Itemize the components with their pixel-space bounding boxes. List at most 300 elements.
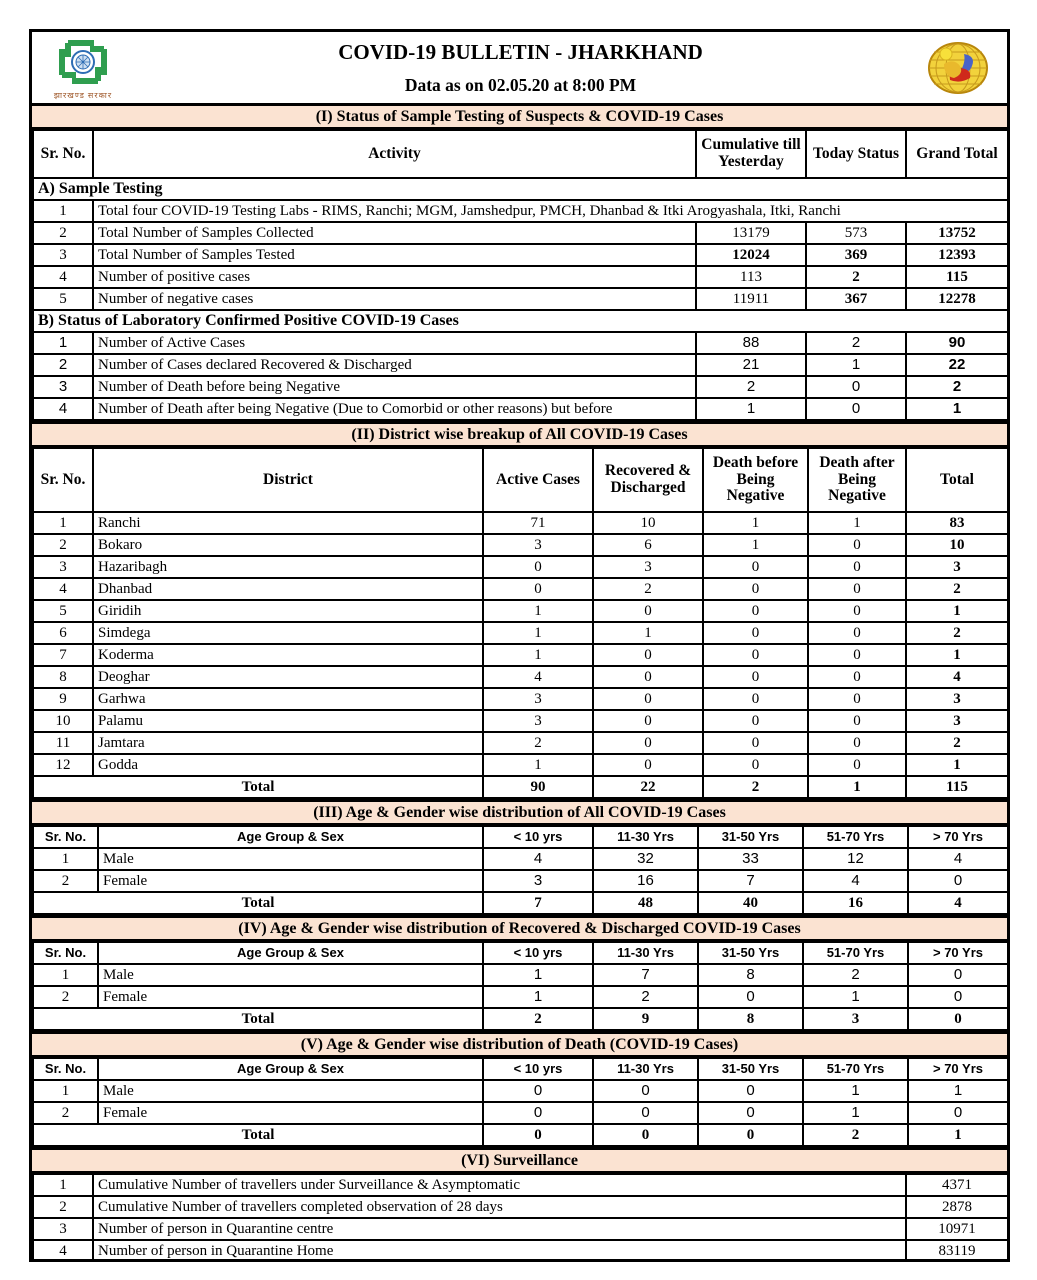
total-total: 115	[906, 776, 1008, 798]
row-sr: 2	[33, 986, 98, 1008]
row-recovered: 10	[593, 512, 703, 534]
table-row	[33, 710, 1008, 732]
row-sr: 11	[33, 732, 93, 754]
row-31-50: 0	[698, 1102, 803, 1124]
row-total: 10	[906, 534, 1008, 556]
row-today: 0	[806, 376, 906, 398]
row-death-after: 0	[808, 578, 906, 600]
table-row	[33, 512, 1008, 534]
health-mission-globe-icon	[926, 40, 990, 96]
labs-row-sr: 1	[33, 200, 93, 222]
row-death-after: 1	[808, 512, 906, 534]
col-header-over-70: > 70 Yrs	[908, 1058, 1008, 1080]
total-under-10: 2	[483, 1008, 593, 1030]
row-count: 2878	[906, 1196, 1008, 1218]
row-11-30: 7	[593, 964, 698, 986]
row-sr: 1	[33, 512, 93, 534]
table-row	[33, 1102, 1008, 1124]
row-active-cases: 2	[483, 732, 593, 754]
table-row	[33, 600, 1008, 622]
row-cumulative: 21	[696, 354, 806, 376]
col-header-sr-no: Sr. No.	[33, 130, 93, 178]
row-under-10: 1	[483, 986, 593, 1008]
row-death-after: 0	[808, 600, 906, 622]
col-header-51-70: 51-70 Yrs	[803, 1058, 908, 1080]
row-district: Palamu	[93, 710, 483, 732]
row-grand-total: 90	[906, 332, 1008, 354]
row-death-before: 0	[703, 666, 808, 688]
row-total: 1	[906, 644, 1008, 666]
col-header-over-70: > 70 Yrs	[908, 826, 1008, 848]
row-district: Godda	[93, 754, 483, 776]
row-label: Number of person in Quarantine centre	[93, 1218, 906, 1240]
row-death-after: 0	[808, 732, 906, 754]
total-recovered: 22	[593, 776, 703, 798]
row-51-70: 1	[803, 1102, 908, 1124]
col-header-grand-total: Grand Total	[906, 130, 1008, 178]
row-death-after: 0	[808, 622, 906, 644]
total-31-50: 40	[698, 892, 803, 914]
row-cumulative: 12024	[696, 244, 806, 266]
row-active-cases: 1	[483, 754, 593, 776]
table-header-row	[33, 826, 1008, 848]
row-district: Jamtara	[93, 732, 483, 754]
row-recovered: 0	[593, 732, 703, 754]
table-row	[33, 1218, 1008, 1240]
row-over-70: 1	[908, 1080, 1008, 1102]
row-sex: Male	[98, 848, 483, 870]
col-header-31-50: 31-50 Yrs	[698, 1058, 803, 1080]
labs-row-text: Total four COVID-19 Testing Labs - RIMS, Ranchi; MGM, Jamshedpur, PMCH, Dhanbad & Itki Arogyashala, Itki, Ranchi	[93, 200, 1008, 222]
row-activity: Number of negative cases	[93, 288, 696, 310]
table-header-row	[33, 448, 1008, 512]
row-sr: 3	[33, 556, 93, 578]
row-sr: 3	[33, 376, 93, 398]
row-cumulative: 11911	[696, 288, 806, 310]
row-district: Dhanbad	[93, 578, 483, 600]
row-sr: 3	[33, 244, 93, 266]
total-death-before: 2	[703, 776, 808, 798]
table-header-row	[33, 942, 1008, 964]
row-active-cases: 1	[483, 622, 593, 644]
row-total: 1	[906, 754, 1008, 776]
row-sr: 2	[33, 870, 98, 892]
col-header-sr-no: Sr. No.	[33, 448, 93, 512]
district-rows	[33, 512, 1008, 776]
table-row	[33, 222, 1008, 244]
row-sr: 2	[33, 222, 93, 244]
row-cumulative: 113	[696, 266, 806, 288]
row-death-before: 0	[703, 710, 808, 732]
row-sex: Male	[98, 1080, 483, 1102]
row-recovered: 1	[593, 622, 703, 644]
row-sr: 4	[33, 1240, 93, 1262]
row-today: 0	[806, 398, 906, 420]
row-sr: 1	[33, 1174, 93, 1196]
total-under-10: 0	[483, 1124, 593, 1146]
table-row	[33, 398, 1008, 420]
health-mission-logo	[919, 40, 997, 96]
table-row	[33, 244, 1008, 266]
row-over-70: 0	[908, 964, 1008, 986]
col-header-cumulative: Cumulative till Yesterday	[696, 130, 806, 178]
row-sr: 7	[33, 644, 93, 666]
row-today: 2	[806, 332, 906, 354]
surveillance-rows	[33, 1174, 1008, 1262]
table-row	[33, 578, 1008, 600]
row-sr: 6	[33, 622, 93, 644]
row-recovered: 6	[593, 534, 703, 556]
row-31-50: 7	[698, 870, 803, 892]
group-a-label: A) Sample Testing	[33, 178, 1008, 200]
col-header-today: Today Status	[806, 130, 906, 178]
row-grand-total: 13752	[906, 222, 1008, 244]
row-death-after: 0	[808, 644, 906, 666]
section-5-band: (V) Age & Gender wise distribution of Death (COVID-19 Cases)	[32, 1031, 1007, 1057]
row-label: Cumulative Number of travellers completed observation of 28 days	[93, 1196, 906, 1218]
row-under-10: 0	[483, 1080, 593, 1102]
row-count: 83119	[906, 1240, 1008, 1262]
row-sr: 10	[33, 710, 93, 732]
row-death-before: 1	[703, 512, 808, 534]
row-recovered: 0	[593, 688, 703, 710]
row-over-70: 0	[908, 1102, 1008, 1124]
row-active-cases: 3	[483, 688, 593, 710]
row-death-before: 0	[703, 754, 808, 776]
age-death-rows	[33, 1080, 1008, 1124]
col-header-age-group-sex: Age Group & Sex	[98, 826, 483, 848]
total-31-50: 0	[698, 1124, 803, 1146]
table-header-row	[33, 1058, 1008, 1080]
row-sr: 4	[33, 578, 93, 600]
row-11-30: 16	[593, 870, 698, 892]
table-row	[33, 732, 1008, 754]
row-under-10: 0	[483, 1102, 593, 1124]
row-district: Simdega	[93, 622, 483, 644]
sample-testing-group-a	[33, 178, 1008, 310]
col-header-death-after: Death after Being Negative	[808, 448, 906, 512]
row-activity: Total Number of Samples Tested	[93, 244, 696, 266]
col-header-11-30: 11-30 Yrs	[593, 826, 698, 848]
row-51-70: 2	[803, 964, 908, 986]
table-row	[33, 666, 1008, 688]
row-sex: Female	[98, 986, 483, 1008]
row-total: 83	[906, 512, 1008, 534]
total-11-30: 9	[593, 1008, 698, 1030]
total-over-70: 4	[908, 892, 1008, 914]
table-row	[33, 556, 1008, 578]
section-6-band: (VI) Surveillance	[32, 1147, 1007, 1173]
row-activity: Number of Cases declared Recovered & Discharged	[93, 354, 696, 376]
row-sr: 3	[33, 1218, 93, 1240]
row-district: Giridih	[93, 600, 483, 622]
table-row	[33, 848, 1008, 870]
district-table	[32, 447, 1009, 799]
row-31-50: 0	[698, 986, 803, 1008]
age-distribution-all-table	[32, 825, 1009, 915]
row-recovered: 0	[593, 600, 703, 622]
table-row	[33, 266, 1008, 288]
row-death-after: 0	[808, 754, 906, 776]
row-51-70: 4	[803, 870, 908, 892]
row-total: 3	[906, 556, 1008, 578]
table-row	[33, 754, 1008, 776]
table-row	[33, 644, 1008, 666]
total-label: Total	[33, 1124, 483, 1146]
age-death-total-row	[33, 1124, 1008, 1146]
col-header-recovered: Recovered & Discharged	[593, 448, 703, 512]
row-sex: Male	[98, 964, 483, 986]
row-sr: 2	[33, 534, 93, 556]
page-title: COVID-19 BULLETIN - JHARKHAND	[338, 39, 703, 64]
section-4-band: (IV) Age & Gender wise distribution of Recovered & Discharged COVID-19 Cases	[32, 915, 1007, 941]
row-sex: Female	[98, 870, 483, 892]
row-total: 2	[906, 622, 1008, 644]
row-over-70: 0	[908, 986, 1008, 1008]
row-active-cases: 0	[483, 578, 593, 600]
row-31-50: 0	[698, 1080, 803, 1102]
table-row	[33, 622, 1008, 644]
row-district: Ranchi	[93, 512, 483, 534]
col-header-death-before: Death before Being Negative	[703, 448, 808, 512]
row-sr: 4	[33, 398, 93, 420]
age-distribution-death-table	[32, 1057, 1009, 1147]
section-3-band: (III) Age & Gender wise distribution of All COVID-19 Cases	[32, 799, 1007, 825]
row-activity: Total Number of Samples Collected	[93, 222, 696, 244]
row-death-before: 0	[703, 556, 808, 578]
total-11-30: 48	[593, 892, 698, 914]
table-row	[33, 376, 1008, 398]
row-recovered: 0	[593, 666, 703, 688]
row-death-after: 0	[808, 534, 906, 556]
row-total: 2	[906, 578, 1008, 600]
row-grand-total: 12393	[906, 244, 1008, 266]
jharkhand-govt-logo	[44, 35, 122, 101]
row-sr: 2	[33, 1102, 98, 1124]
row-51-70: 12	[803, 848, 908, 870]
col-header-31-50: 31-50 Yrs	[698, 826, 803, 848]
row-death-before: 0	[703, 688, 808, 710]
row-over-70: 4	[908, 848, 1008, 870]
row-grand-total: 1	[906, 398, 1008, 420]
row-activity: Number of Death before being Negative	[93, 376, 696, 398]
total-over-70: 0	[908, 1008, 1008, 1030]
table-row	[33, 964, 1008, 986]
total-active-cases: 90	[483, 776, 593, 798]
age-all-rows	[33, 848, 1008, 892]
row-sr: 2	[33, 1196, 93, 1218]
age-recovered-rows	[33, 964, 1008, 1008]
row-today: 1	[806, 354, 906, 376]
row-over-70: 0	[908, 870, 1008, 892]
labs-row	[33, 200, 1008, 222]
total-label: Total	[33, 1008, 483, 1030]
row-today: 573	[806, 222, 906, 244]
row-sr: 1	[33, 332, 93, 354]
row-sr: 1	[33, 848, 98, 870]
total-over-70: 1	[908, 1124, 1008, 1146]
col-header-sr-no: Sr. No.	[33, 826, 98, 848]
row-death-after: 0	[808, 710, 906, 732]
table-row	[33, 1196, 1008, 1218]
total-label: Total	[33, 892, 483, 914]
row-grand-total: 22	[906, 354, 1008, 376]
group-a-label-row	[33, 178, 1008, 200]
row-death-before: 0	[703, 578, 808, 600]
section-2-band: (II) District wise breakup of All COVID-19 Cases	[32, 421, 1007, 447]
row-active-cases: 0	[483, 556, 593, 578]
total-31-50: 8	[698, 1008, 803, 1030]
col-header-over-70: > 70 Yrs	[908, 942, 1008, 964]
row-total: 4	[906, 666, 1008, 688]
group-b-label: B) Status of Laboratory Confirmed Positive COVID-19 Cases	[33, 310, 1008, 332]
col-header-31-50: 31-50 Yrs	[698, 942, 803, 964]
row-active-cases: 3	[483, 534, 593, 556]
row-activity: Number of Active Cases	[93, 332, 696, 354]
col-header-11-30: 11-30 Yrs	[593, 1058, 698, 1080]
row-label: Cumulative Number of travellers under Surveillance & Asymptomatic	[93, 1174, 906, 1196]
row-recovered: 2	[593, 578, 703, 600]
row-district: Koderma	[93, 644, 483, 666]
row-death-before: 0	[703, 644, 808, 666]
table-row	[33, 534, 1008, 556]
row-51-70: 1	[803, 1080, 908, 1102]
total-under-10: 7	[483, 892, 593, 914]
total-death-after: 1	[808, 776, 906, 798]
total-51-70: 16	[803, 892, 908, 914]
table-row	[33, 688, 1008, 710]
row-total: 1	[906, 600, 1008, 622]
jharkhand-logo-caption: झारखण्ड सरकार	[53, 90, 113, 100]
row-cumulative: 88	[696, 332, 806, 354]
row-recovered: 0	[593, 644, 703, 666]
row-district: Bokaro	[93, 534, 483, 556]
row-31-50: 8	[698, 964, 803, 986]
title-block	[122, 40, 919, 96]
jharkhand-emblem-icon	[54, 35, 112, 89]
col-header-age-group-sex: Age Group & Sex	[98, 942, 483, 964]
row-total: 2	[906, 732, 1008, 754]
row-under-10: 3	[483, 870, 593, 892]
row-recovered: 3	[593, 556, 703, 578]
row-death-after: 0	[808, 666, 906, 688]
row-today: 369	[806, 244, 906, 266]
row-label: Number of person in Quarantine Home	[93, 1240, 906, 1262]
row-sr: 2	[33, 354, 93, 376]
col-header-11-30: 11-30 Yrs	[593, 942, 698, 964]
row-cumulative: 13179	[696, 222, 806, 244]
sample-testing-table	[32, 129, 1009, 421]
row-grand-total: 2	[906, 376, 1008, 398]
row-death-before: 0	[703, 732, 808, 754]
row-sr: 8	[33, 666, 93, 688]
sample-testing-group-b	[33, 310, 1008, 420]
table-row	[33, 986, 1008, 1008]
table-header-row	[33, 130, 1008, 178]
row-total: 3	[906, 710, 1008, 732]
col-header-under-10: < 10 yrs	[483, 826, 593, 848]
row-11-30: 0	[593, 1102, 698, 1124]
row-sr: 9	[33, 688, 93, 710]
row-sr: 4	[33, 266, 93, 288]
row-total: 3	[906, 688, 1008, 710]
row-31-50: 33	[698, 848, 803, 870]
row-active-cases: 3	[483, 710, 593, 732]
col-header-sr-no: Sr. No.	[33, 942, 98, 964]
col-header-age-group-sex: Age Group & Sex	[98, 1058, 483, 1080]
col-header-under-10: < 10 yrs	[483, 1058, 593, 1080]
age-recovered-total-row	[33, 1008, 1008, 1030]
row-11-30: 32	[593, 848, 698, 870]
row-today: 2	[806, 266, 906, 288]
table-row	[33, 1240, 1008, 1262]
table-row	[33, 1080, 1008, 1102]
table-row	[33, 870, 1008, 892]
row-death-before: 0	[703, 600, 808, 622]
data-as-on-line: Data as on 02.05.20 at 8:00 PM	[404, 74, 637, 95]
col-header-sr-no: Sr. No.	[33, 1058, 98, 1080]
row-district: Garhwa	[93, 688, 483, 710]
row-death-after: 0	[808, 688, 906, 710]
row-11-30: 0	[593, 1080, 698, 1102]
col-header-51-70: 51-70 Yrs	[803, 942, 908, 964]
row-today: 367	[806, 288, 906, 310]
row-count: 4371	[906, 1174, 1008, 1196]
row-sr: 1	[33, 964, 98, 986]
col-header-total: Total	[906, 448, 1008, 512]
row-grand-total: 115	[906, 266, 1008, 288]
group-b-label-row	[33, 310, 1008, 332]
row-cumulative: 2	[696, 376, 806, 398]
col-header-under-10: < 10 yrs	[483, 942, 593, 964]
table-row	[33, 1174, 1008, 1196]
total-51-70: 2	[803, 1124, 908, 1146]
row-district: Hazaribagh	[93, 556, 483, 578]
row-11-30: 2	[593, 986, 698, 1008]
table-row	[33, 332, 1008, 354]
row-count: 10971	[906, 1218, 1008, 1240]
row-recovered: 0	[593, 754, 703, 776]
row-cumulative: 1	[696, 398, 806, 420]
total-label: Total	[33, 776, 483, 798]
header	[32, 32, 1007, 103]
row-death-after: 0	[808, 556, 906, 578]
row-death-before: 1	[703, 534, 808, 556]
row-activity: Number of positive cases	[93, 266, 696, 288]
age-all-total-row	[33, 892, 1008, 914]
col-header-51-70: 51-70 Yrs	[803, 826, 908, 848]
bulletin-sheet	[29, 29, 1010, 1262]
row-active-cases: 71	[483, 512, 593, 534]
row-sr: 5	[33, 600, 93, 622]
col-header-active-cases: Active Cases	[483, 448, 593, 512]
col-header-district: District	[93, 448, 483, 512]
row-activity: Number of Death after being Negative (Due to Comorbid or other reasons) but before	[93, 398, 696, 420]
table-row	[33, 288, 1008, 310]
row-death-before: 0	[703, 622, 808, 644]
row-active-cases: 1	[483, 644, 593, 666]
row-district: Deoghar	[93, 666, 483, 688]
age-distribution-recovered-table	[32, 941, 1009, 1031]
row-active-cases: 1	[483, 600, 593, 622]
surveillance-table	[32, 1173, 1009, 1262]
row-sr: 12	[33, 754, 93, 776]
row-51-70: 1	[803, 986, 908, 1008]
row-grand-total: 12278	[906, 288, 1008, 310]
col-header-activity: Activity	[93, 130, 696, 178]
row-under-10: 1	[483, 964, 593, 986]
section-1-band: (I) Status of Sample Testing of Suspects & COVID-19 Cases	[32, 103, 1007, 129]
